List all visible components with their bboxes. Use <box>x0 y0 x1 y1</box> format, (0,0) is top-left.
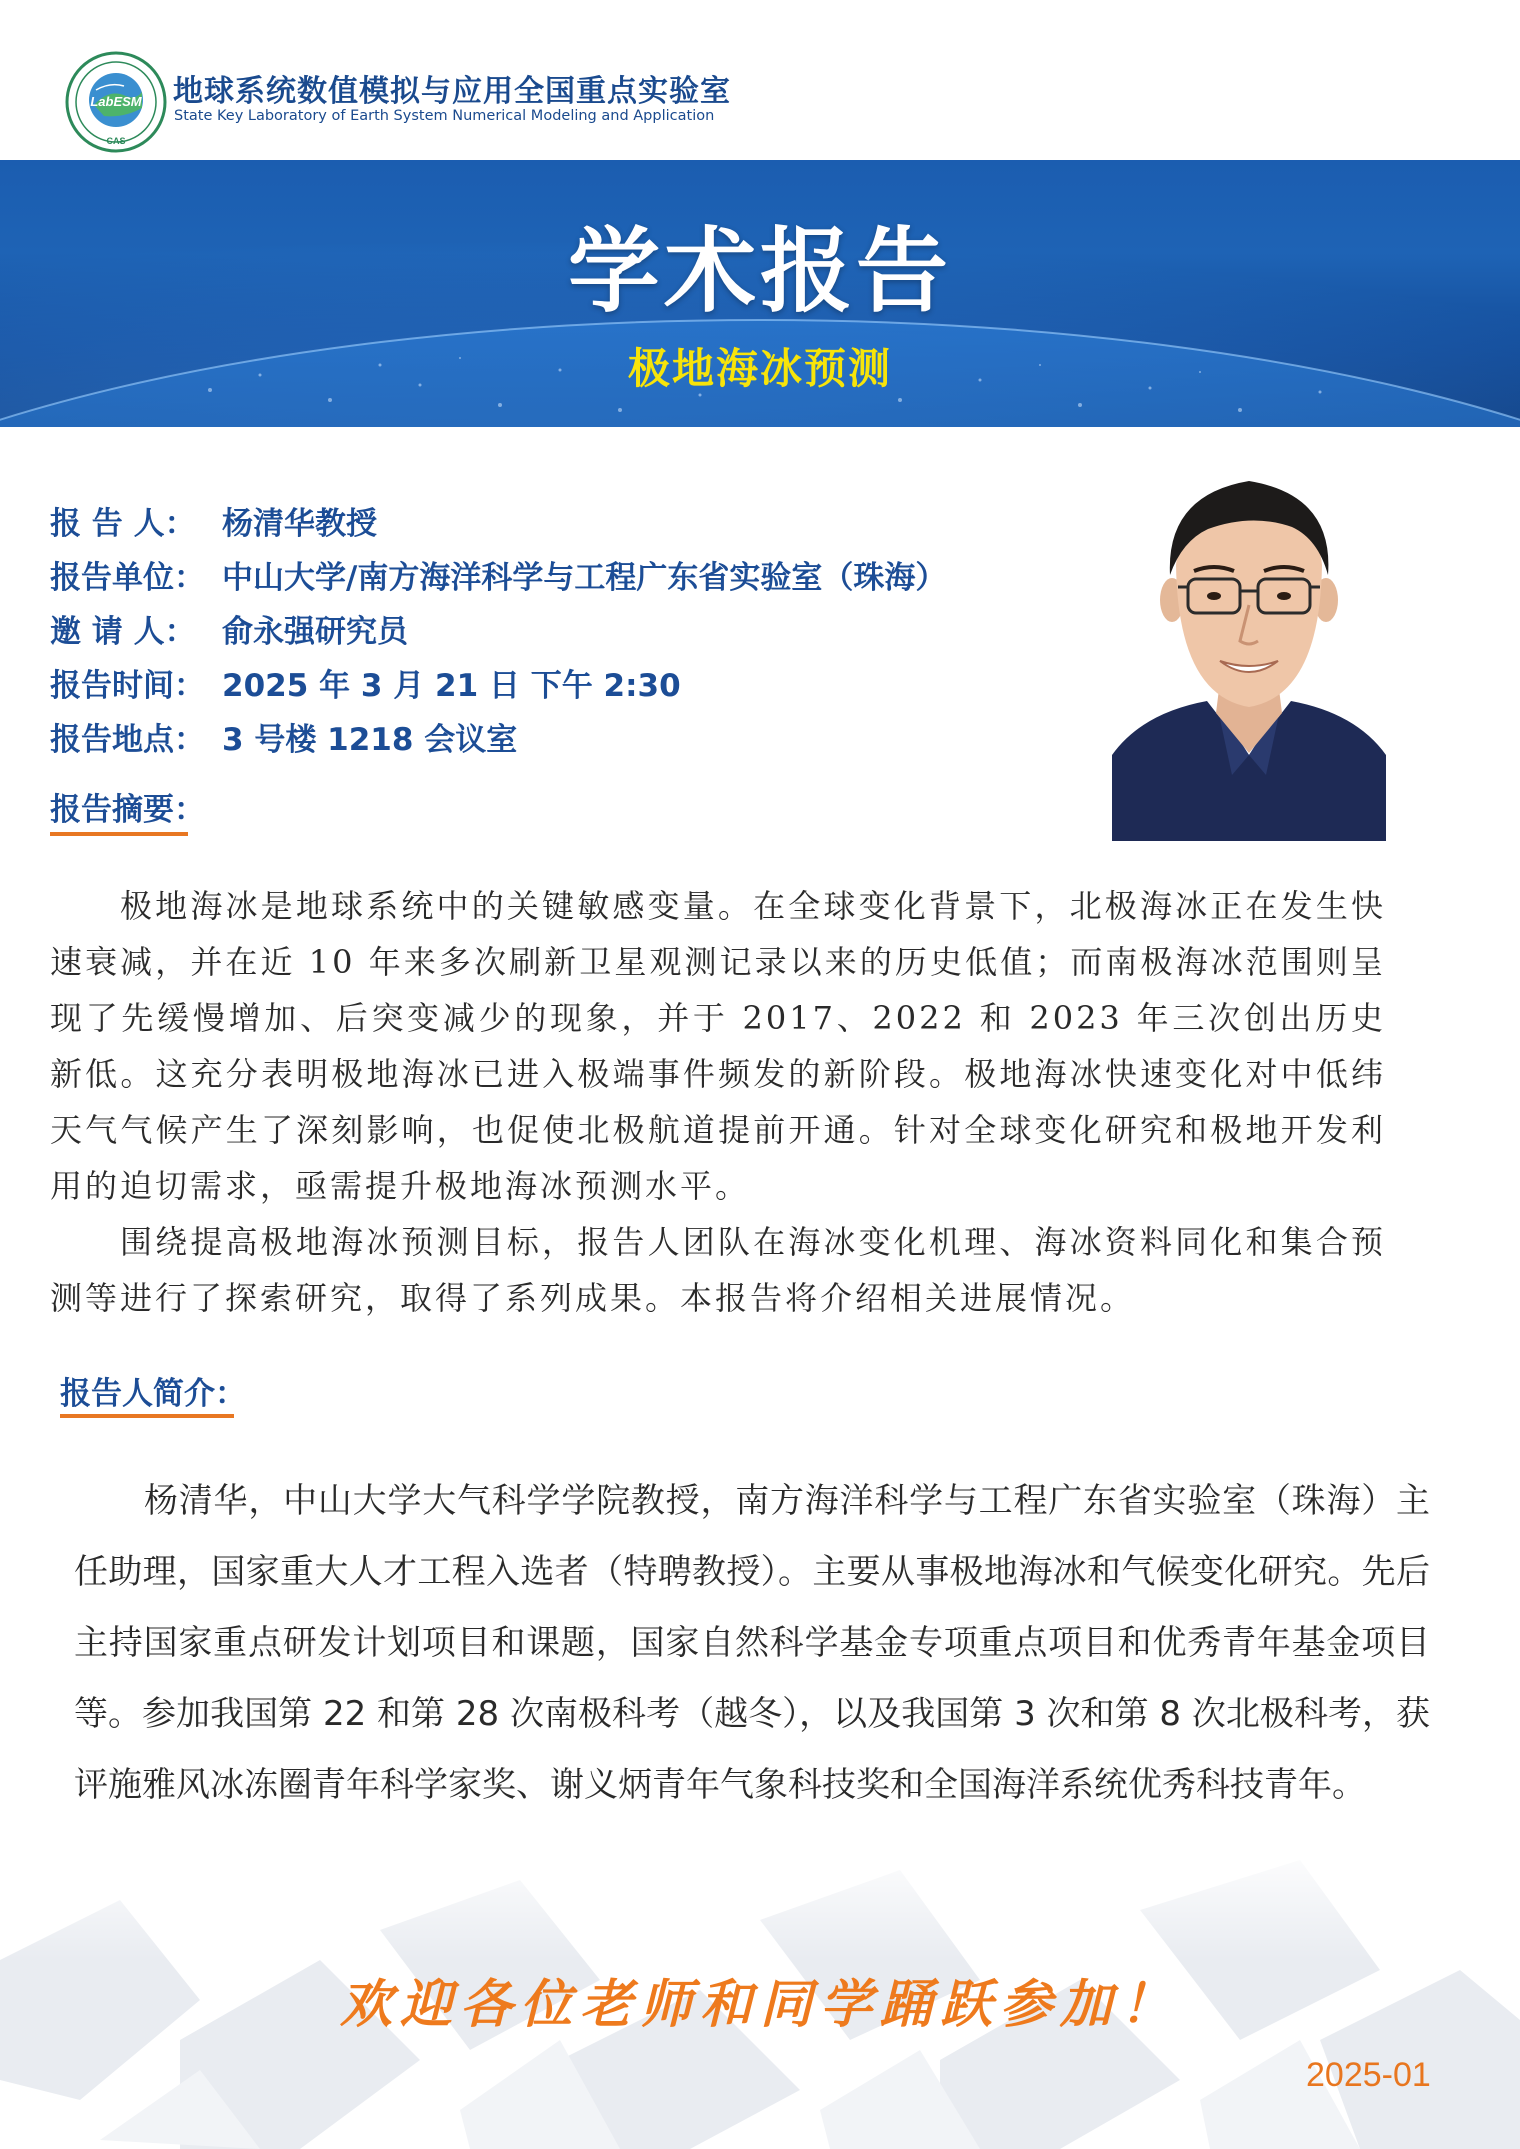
abstract-text <box>50 878 1386 1326</box>
bio-text <box>74 1466 1430 1821</box>
time-label: 报告时间： <box>50 668 205 704</box>
labesm-logo <box>64 50 168 154</box>
abstract-paragraph: 极地海冰是地球系统中的关键敏感变量。在全球变化背景下，北极海冰正在发生快速衰减，并在近 10 年来多次刷新卫星观测记录以来的历史低值；而南极海冰范围则呈现了先缓慢增加、后突变减少的现象，并于 2017、2022 和 2023 年三次创出历史新低。这充分表明极地海冰已进入极端事件频发的新阶段。极地海冰快速变化对中低纬天气气候产生了深刻影响，也促使北极航道提前开通。针对全球变化研究和极地开发利用的迫切需求，亟需提升极地海冰预测水平。 <box>50 887 1386 1205</box>
welcome-message: 欢迎各位老师和同学踊跃参加！ <box>339 1974 1180 2035</box>
abstract-paragraph: 围绕提高极地海冰预测目标，报告人团队在海冰变化机理、海冰资料同化和集合预测等进行了探索研究，取得了系列成果。本报告将介绍相关进展情况。 <box>50 1223 1386 1317</box>
report-topic: 极地海冰预测 <box>627 344 892 393</box>
issue-code: 2025-01 <box>1306 2056 1431 2094</box>
bio-heading-underline <box>60 1414 234 1418</box>
lab-name-chinese: 地球系统数值模拟与应用全国重点实验室 <box>173 74 731 109</box>
inviter-label: 邀 请 人： <box>50 614 196 650</box>
location-value: 3 号楼 1218 会议室 <box>222 722 518 758</box>
abstract-heading-underline <box>50 832 188 836</box>
speaker-value: 杨清华教授 <box>222 506 377 542</box>
abstract-heading: 报告摘要： <box>50 792 205 828</box>
lab-name-english: State Key Laboratory of Earth System Numerical Modeling and Application <box>174 108 715 124</box>
report-title: 学术报告 <box>567 218 952 325</box>
svg-text:CAS: CAS <box>106 136 126 146</box>
affiliation-label: 报告单位： <box>50 560 205 596</box>
bio-paragraph: 杨清华，中山大学大气科学学院教授，南方海洋科学与工程广东省实验室（珠海）主任助理，国家重大人才工程入选者（特聘教授）。主要从事极地海冰和气候变化研究。先后主持国家重点研发计划项目和课题，国家自然科学基金专项重点项目和优秀青年基金项目等。参加我国第 22 和第 28 次南极科考（越冬），以及我国第 3 次和第 8 次北极科考，获评施雅风冰冻圈青年科学家奖、谢义炳青年气象科技奖和全国海洋系统优秀科技青年。 <box>74 1481 1430 1805</box>
location-label: 报告地点： <box>50 722 205 758</box>
bio-heading: 报告人简介： <box>60 1376 246 1412</box>
time-value: 2025 年 3 月 21 日 下午 2:30 <box>222 668 681 704</box>
inviter-value: 俞永强研究员 <box>222 614 408 650</box>
svg-text:LabESM: LabESM <box>90 94 142 109</box>
page-header <box>0 0 1520 160</box>
speaker-photo <box>1112 455 1386 841</box>
title-banner <box>0 160 1520 427</box>
affiliation-value: 中山大学/南方海洋科学与工程广东省实验室（珠海） <box>222 560 947 596</box>
speaker-label: 报 告 人： <box>50 506 196 542</box>
